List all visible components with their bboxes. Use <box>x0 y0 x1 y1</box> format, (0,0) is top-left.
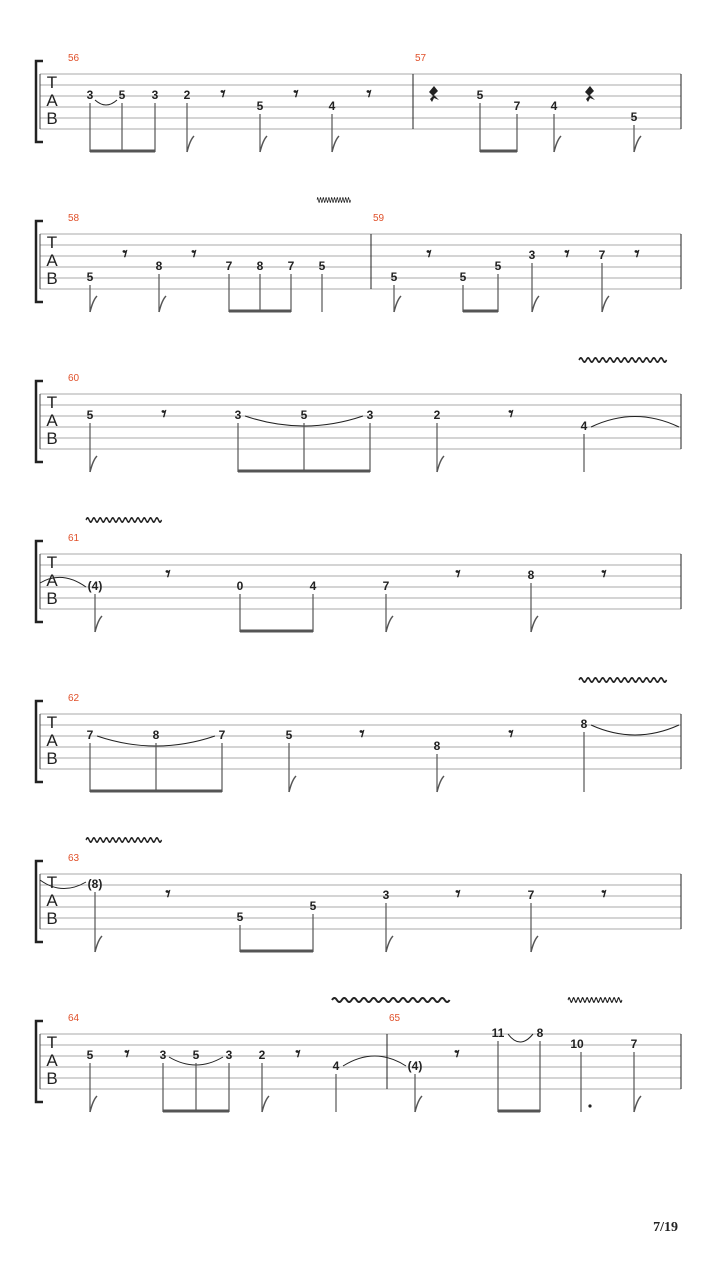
tie <box>343 1056 406 1066</box>
tab-clef-t: T <box>46 73 58 92</box>
tab-system-4 <box>36 518 681 632</box>
svg-text:𝄾: 𝄾 <box>293 83 299 105</box>
svg-text:𝄾: 𝄾 <box>124 1043 130 1065</box>
rest-symbol <box>122 243 639 265</box>
measure-number: 56 <box>68 53 80 64</box>
fret-number: 4 <box>550 99 558 113</box>
svg-text:𝄾: 𝄾 <box>191 243 197 265</box>
vibrato-mark <box>568 998 622 1002</box>
svg-text:𝄾: 𝄾 <box>564 243 570 265</box>
fret-number: 8 <box>155 259 163 273</box>
fret-number: 5 <box>494 259 502 273</box>
svg-text:𝄾: 𝄾 <box>359 723 365 745</box>
fret-number: 3 <box>159 1048 167 1062</box>
fret-number: 3 <box>366 408 374 422</box>
fret-number: 5 <box>86 408 94 422</box>
svg-text:𝄾: 𝄾 <box>455 883 461 905</box>
fret-number: 7 <box>598 248 606 262</box>
fret-number: 4 <box>332 1059 340 1073</box>
rest-symbol <box>220 83 371 105</box>
fret-number: 3 <box>528 248 536 262</box>
svg-text:𝄾: 𝄾 <box>366 83 372 105</box>
svg-text:𝄾: 𝄾 <box>454 1043 460 1065</box>
fret-number: 8 <box>536 1026 544 1040</box>
fret-number: 7 <box>86 728 94 742</box>
fret-number: 5 <box>390 270 398 284</box>
fret-number: 7 <box>513 99 521 113</box>
tab-clef-a: A <box>46 891 58 910</box>
svg-text:𝄾: 𝄾 <box>165 563 171 585</box>
tab-system-1 <box>36 53 681 152</box>
fret-number: 3 <box>151 88 159 102</box>
svg-text:𝄾: 𝄾 <box>601 883 607 905</box>
fret-number: 3 <box>382 888 390 902</box>
svg-text:𝄾: 𝄾 <box>426 243 432 265</box>
fret-number: 4 <box>328 99 336 113</box>
measure-number: 63 <box>68 853 80 864</box>
fret-number: 5 <box>459 270 467 284</box>
fret-number: 3 <box>86 88 94 102</box>
fret-number: 5 <box>285 728 293 742</box>
svg-text:𝄾: 𝄾 <box>508 723 514 745</box>
tab-clef-a: A <box>46 571 58 590</box>
tab-clef-t: T <box>46 873 58 892</box>
measure-number: 61 <box>68 533 80 544</box>
tab-clef-b: B <box>46 429 58 448</box>
measure-number: 64 <box>68 1013 80 1024</box>
fret-number: 5 <box>630 110 638 124</box>
fret-number: 7 <box>630 1037 638 1051</box>
fret-number: (4) <box>87 579 103 593</box>
fret-number: 5 <box>318 259 326 273</box>
measure-number: 65 <box>389 1013 401 1024</box>
fret-number: 2 <box>433 408 441 422</box>
vibrato-mark <box>579 678 667 682</box>
svg-text:𝄾: 𝄾 <box>634 243 640 265</box>
fret-number: 5 <box>192 1048 200 1062</box>
tie <box>95 100 117 105</box>
tab-system-7 <box>36 998 681 1112</box>
fret-number: 5 <box>300 408 308 422</box>
tab-clef-t: T <box>46 233 58 252</box>
svg-text:𝄾: 𝄾 <box>295 1043 301 1065</box>
fret-number: 8 <box>527 568 535 582</box>
fret-number: 8 <box>256 259 264 273</box>
svg-text:𝄾: 𝄾 <box>165 883 171 905</box>
tab-clef-b: B <box>46 589 58 608</box>
fret-number: 4 <box>580 419 588 433</box>
fret-number: 4 <box>309 579 317 593</box>
fret-number: 5 <box>256 99 264 113</box>
fret-number: 5 <box>309 899 317 913</box>
tie <box>591 417 679 428</box>
measure-number: 60 <box>68 373 80 384</box>
vibrato-mark <box>86 838 162 842</box>
fret-number: 7 <box>218 728 226 742</box>
tab-clef-a: A <box>46 411 58 430</box>
fret-number: 3 <box>234 408 242 422</box>
fret-number: 5 <box>118 88 126 102</box>
tab-clef-a: A <box>46 251 58 270</box>
fret-number: 11 <box>491 1026 505 1040</box>
fret-number: 2 <box>183 88 191 102</box>
fret-number: 7 <box>382 579 390 593</box>
tab-system-3 <box>36 358 681 472</box>
fret-number: 2 <box>258 1048 266 1062</box>
fret-number: 3 <box>225 1048 233 1062</box>
page-number: 7/19 <box>653 1220 678 1235</box>
svg-text:𝄾: 𝄾 <box>508 403 514 425</box>
vibrato-mark <box>86 518 162 522</box>
svg-text:𝄾: 𝄾 <box>455 563 461 585</box>
measure-number: 57 <box>415 53 427 64</box>
fret-number: (8) <box>87 877 103 891</box>
fret-number: 10 <box>570 1037 584 1051</box>
tab-clef-a: A <box>46 91 58 110</box>
fret-number: 5 <box>86 270 94 284</box>
measure-number: 58 <box>68 213 80 224</box>
tab-clef-b: B <box>46 749 58 768</box>
vibrato-mark <box>317 198 351 202</box>
svg-text:𝄾: 𝄾 <box>122 243 128 265</box>
tab-system-6 <box>36 838 681 952</box>
fret-number: 7 <box>527 888 535 902</box>
vibrato-mark <box>332 998 450 1002</box>
dot <box>588 1104 591 1107</box>
fret-number: 5 <box>236 910 244 924</box>
fret-number: 8 <box>152 728 160 742</box>
vibrato-mark <box>579 358 667 362</box>
tab-clef-t: T <box>46 713 58 732</box>
tab-clef-b: B <box>46 109 58 128</box>
measure-number: 62 <box>68 693 80 704</box>
tab-clef-t: T <box>46 393 58 412</box>
tab-system-5 <box>36 678 681 792</box>
tab-clef-b: B <box>46 269 58 288</box>
fret-number: 8 <box>580 717 588 731</box>
fret-number: 7 <box>287 259 295 273</box>
tab-clef-a: A <box>46 1051 58 1070</box>
svg-text:𝄾: 𝄾 <box>601 563 607 585</box>
svg-text:𝄾: 𝄾 <box>220 83 226 105</box>
fret-number: 5 <box>86 1048 94 1062</box>
rest-symbol <box>161 403 513 425</box>
tab-system-2 <box>36 198 681 312</box>
tab-clef-a: A <box>46 731 58 750</box>
tab-clef-t: T <box>46 553 58 572</box>
tab-clef-b: B <box>46 1069 58 1088</box>
svg-text:𝄾: 𝄾 <box>161 403 167 425</box>
fret-number: (4) <box>407 1059 423 1073</box>
quarter-rest-symbol <box>429 86 595 102</box>
fret-number: 8 <box>433 739 441 753</box>
tie <box>591 725 679 735</box>
measure-number: 59 <box>373 213 385 224</box>
fret-number: 5 <box>476 88 484 102</box>
tab-clef-t: T <box>46 1033 58 1052</box>
fret-number: 7 <box>225 259 233 273</box>
tab-clef-b: B <box>46 909 58 928</box>
tie <box>508 1034 533 1042</box>
fret-number: 0 <box>236 579 244 593</box>
